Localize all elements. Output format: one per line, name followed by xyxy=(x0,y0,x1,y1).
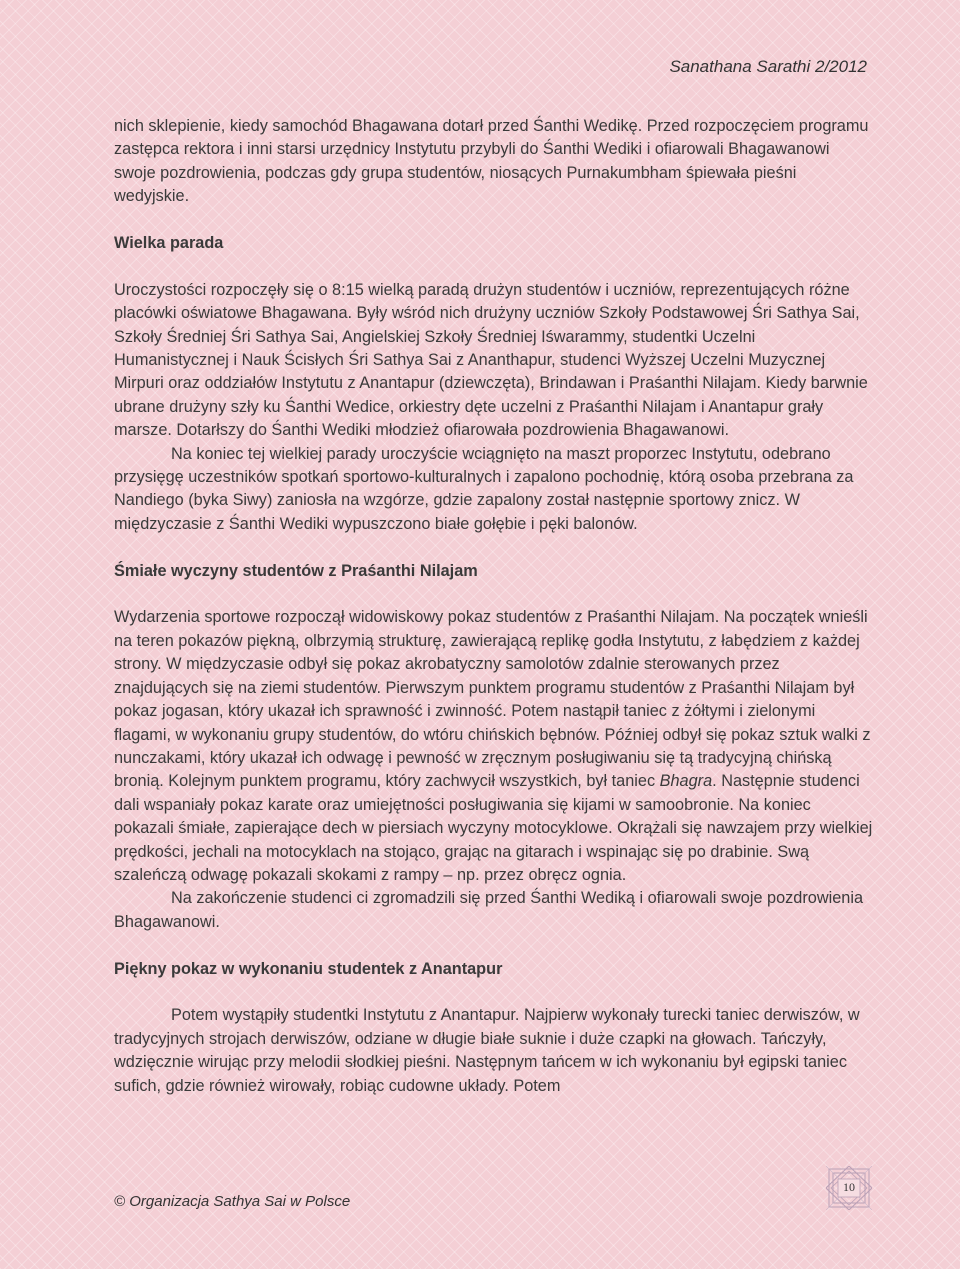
page-number: 10 xyxy=(843,1180,855,1194)
stunts-text-a: Wydarzenia sportowe rozpoczął widowiskowy pokaz studentów z Praśanthi Nilajam. Na początek wnieśli na teren pokazów piękną, olbrzymią strukturę, zawierającą replikę godła Instytutu, z łabędziem z każdej strony. W międzyczasie odbył się pokaz akrobatyczny samolotów zdalnie sterowanych przez znajdujących się na ziemi studentów. Pierwszym punktem programu studentów z Praśanthi Nilajam był pokaz jogasan, który ukazał ich sprawność i zwinność. Potem nastąpił taniec z żółtymi i zielonymi flagami, w wykonaniu grupy studentów, do wtóru chińskich bębnów. Później odbył się pokaz sztuk walki z nunczakami, który ukazał ich odwagę i pewność w zręcznym posługiwaniu się tą tradycyjną chińską bronią. Kolejnym punktem programu, który zachwycił wszystkich, był taniec xyxy=(114,608,871,791)
page-number-badge xyxy=(826,1166,872,1210)
parade-paragraph-2: Na koniec tej wielkiej parady uroczyście wciągnięto na maszt proporzec Instytutu, odebrano przysięgę uczestników spotkań sportowo-kulturalnych i zapalono pochodnię, którą osoba przebrana za Nandiego (byka Siwy) zaniosła na wzgórze, gdzie zapalony został następnie sportowy znicz. W międzyczasie z Śanthi Wediki wypuszczono białe gołębie i pęki balonów. xyxy=(114,444,854,533)
stunts-paragraph-2: Na zakończenie studenci ci zgromadzili się przed Śanthi Wediką i ofiarowali swoje pozdrowienia Bhagawanowi. xyxy=(114,889,863,931)
stunts-dance-name: Bhagra xyxy=(659,772,713,791)
section-heading-parade: Wielka parada xyxy=(114,234,224,253)
anantapur-paragraph-1: Potem wystąpiły studentki Instytutu z Anantapur. Najpierw wykonały turecki taniec derwiszów, w tradycyjnych strojach derwiszów, odziane w długie białe suknie i duże czapki na głowach. Tańczyły, wdzięcznie wirując przy melodii słodkiej pieśni. Następnym tańcem w ich wykonaniu był egipski taniec sufich, gdzie również wirowały, robiąc cudowne układy. Potem xyxy=(114,1006,860,1095)
intro-paragraph: nich sklepienie, kiedy samochód Bhagawana dotarł przed Śanthi Wedikę. Przed rozpoczęciem programu zastępca rektora i inni starsi urzędnicy Instytutu przybyli do Śanthi Wediki i ofiarowali Bhagawanowi swoje pozdrowienia, podczas gdy grupa studentów, niosących Purnakumbham śpiewała pieśni wedyjskie. xyxy=(114,117,869,206)
footer-copyright: © Organizacja Sathya Sai w Polsce xyxy=(114,1193,351,1210)
section-heading-stunts: Śmiałe wyczyny studentów z Praśanthi Nilajam xyxy=(114,561,478,580)
section-heading-anantapur: Piękny pokaz w wykonaniu studentek z Anantapur xyxy=(114,959,503,978)
stunts-text-b: . Następnie studenci dali wspaniały pokaz karate oraz umiejętności posługiwania się kijami w samoobronie. Na koniec pokazali śmiałe, zapierające dech w piersiach wyczyny motocyklowe. Okrążali się nawzajem przy wielkiej prędkości, jechali na motocyklach na stojąco, grając na gitarach i wspinając się po drabinie. Swą szaleńczą odwagę pokazali skokami z rampy – np. przez obręcz ognia. xyxy=(114,772,873,884)
stunts-paragraph-1 xyxy=(114,606,874,887)
parade-paragraph-1: Uroczystości rozpoczęły się o 8:15 wielką paradą drużyn studentów i uczniów, reprezentujących różne placówki oświatowe Bhagawana. Były wśród nich drużyny uczniów Szkoły Podstawowej Śri Sathya Sai, Szkoły Średniej Śri Sathya Sai, Angielskiej Szkoły Średniej Iśwarammy, studentki Uczelni Humanistycznej i Nauk Ścisłych Śri Sathya Sai z Ananthapur, studenci Wyższej Uczelni Muzycznej Mirpuri oraz oddziałów Instytutu z Anantapur (dziewczęta), Brindawan i Praśanthi Nilajam. Kiedy barwnie ubrane drużyny szły ku Śanthi Wedice, orkiestry dęte uczelni z Praśanthi Nilajam i Anantapur grały marsze. Dotarłszy do Śanthi Wediki młodzież ofiarowała pozdrowienia Bhagawanowi. xyxy=(114,280,868,440)
running-header: Sanathana Sarathi 2/2012 xyxy=(669,57,867,76)
article-body xyxy=(114,115,874,1098)
